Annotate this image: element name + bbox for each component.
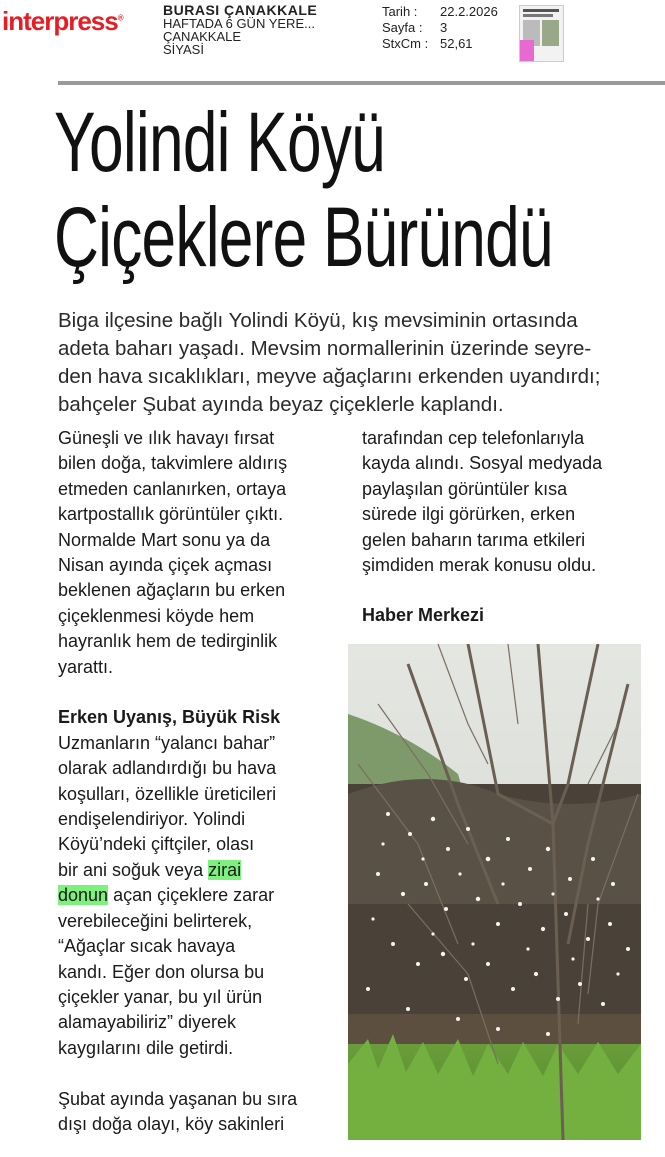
article-lead: Biga ilçesine bağlı Yolindi Köyü, kış mevsiminin ortasında adeta baharı yaşadı. Mevsim normallerinin üzerinde seyre- den hava sıcaklıkları, meyve ağaçlarını erkenden uyandırdı; bahçeler Şubat ayında beyaz çiçeklerle kaplandı. bbox=[58, 309, 601, 416]
clipping-meta bbox=[382, 4, 498, 52]
publication-name: BURASI ÇANAKKALE bbox=[163, 2, 318, 18]
paragraph-3-continued: tarafından cep telefonlarıyla kayda alındı. Sosyal medyada paylaşılan görüntüler kısa sürede ilgi görürken, erken gelen baharın tarıma etkileri şimdiden merak konusu oldu. bbox=[362, 428, 603, 576]
article-column-2 bbox=[362, 426, 652, 629]
meta-page: Sayfa : 3 bbox=[382, 20, 448, 35]
publication-frequency: HAFTADA 6 GÜN YERE... bbox=[163, 16, 315, 31]
paragraph-3: Şubat ayında yaşanan bu sıra dışı doğa olayı, köy sakinleri bbox=[58, 1088, 298, 1134]
byline: Haber Merkezi bbox=[362, 605, 485, 626]
page-thumbnail[interactable] bbox=[519, 5, 564, 62]
paragraph-2: Uzmanların “yalancı bahar” olarak adlandırdığı bu hava koşulları, özellikle üreticileri endişelendiriyor. Yolindi Köyü’ndeki çiftçiler, olası bir ani soğuk veya zirai donun açan çiçeklere zarar verebileceğini belirterek, “Ağaçlar sıcak havaya kandı. Eğer don olursa bu çiçekler yanar, bu yıl ürün alamayabiliriz” diyerek kaygılarını dile getirdi. bbox=[58, 732, 277, 1058]
highlighted-term: donun bbox=[58, 885, 109, 906]
blossoming-tree-photo bbox=[348, 644, 641, 1140]
subheading: Erken Uyanış, Büyük Risk bbox=[58, 707, 281, 728]
header-divider bbox=[58, 81, 665, 85]
meta-stxcm: StxCm : 52,61 bbox=[382, 36, 473, 51]
clipping-header bbox=[0, 0, 665, 80]
highlighted-term: zirai bbox=[208, 859, 242, 880]
interpress-logo: interpress® bbox=[2, 6, 123, 36]
publication-section: SİYASİ bbox=[163, 42, 204, 57]
meta-date: Tarih : 22.2.2026 bbox=[382, 4, 498, 19]
publication-info bbox=[163, 4, 363, 56]
publication-city: ÇANAKKALE bbox=[163, 29, 242, 44]
paragraph-1: Güneşli ve ılık havayı fırsat bilen doğa, takvimlere aldırış etmeden canlanırken, ortaya kartpostallık görüntüler çıktı. Normalde Mart sonu ya da Nisan ayında çiçek açması beklenen ağaçların bu erken çiçeklenmesi köyde hem hayranlık hem de tedirginlik yarattı. bbox=[58, 428, 288, 677]
article-column-1 bbox=[58, 426, 348, 1137]
article-headline: Yolindi Köyü Çiçeklere Büründü bbox=[54, 95, 553, 284]
